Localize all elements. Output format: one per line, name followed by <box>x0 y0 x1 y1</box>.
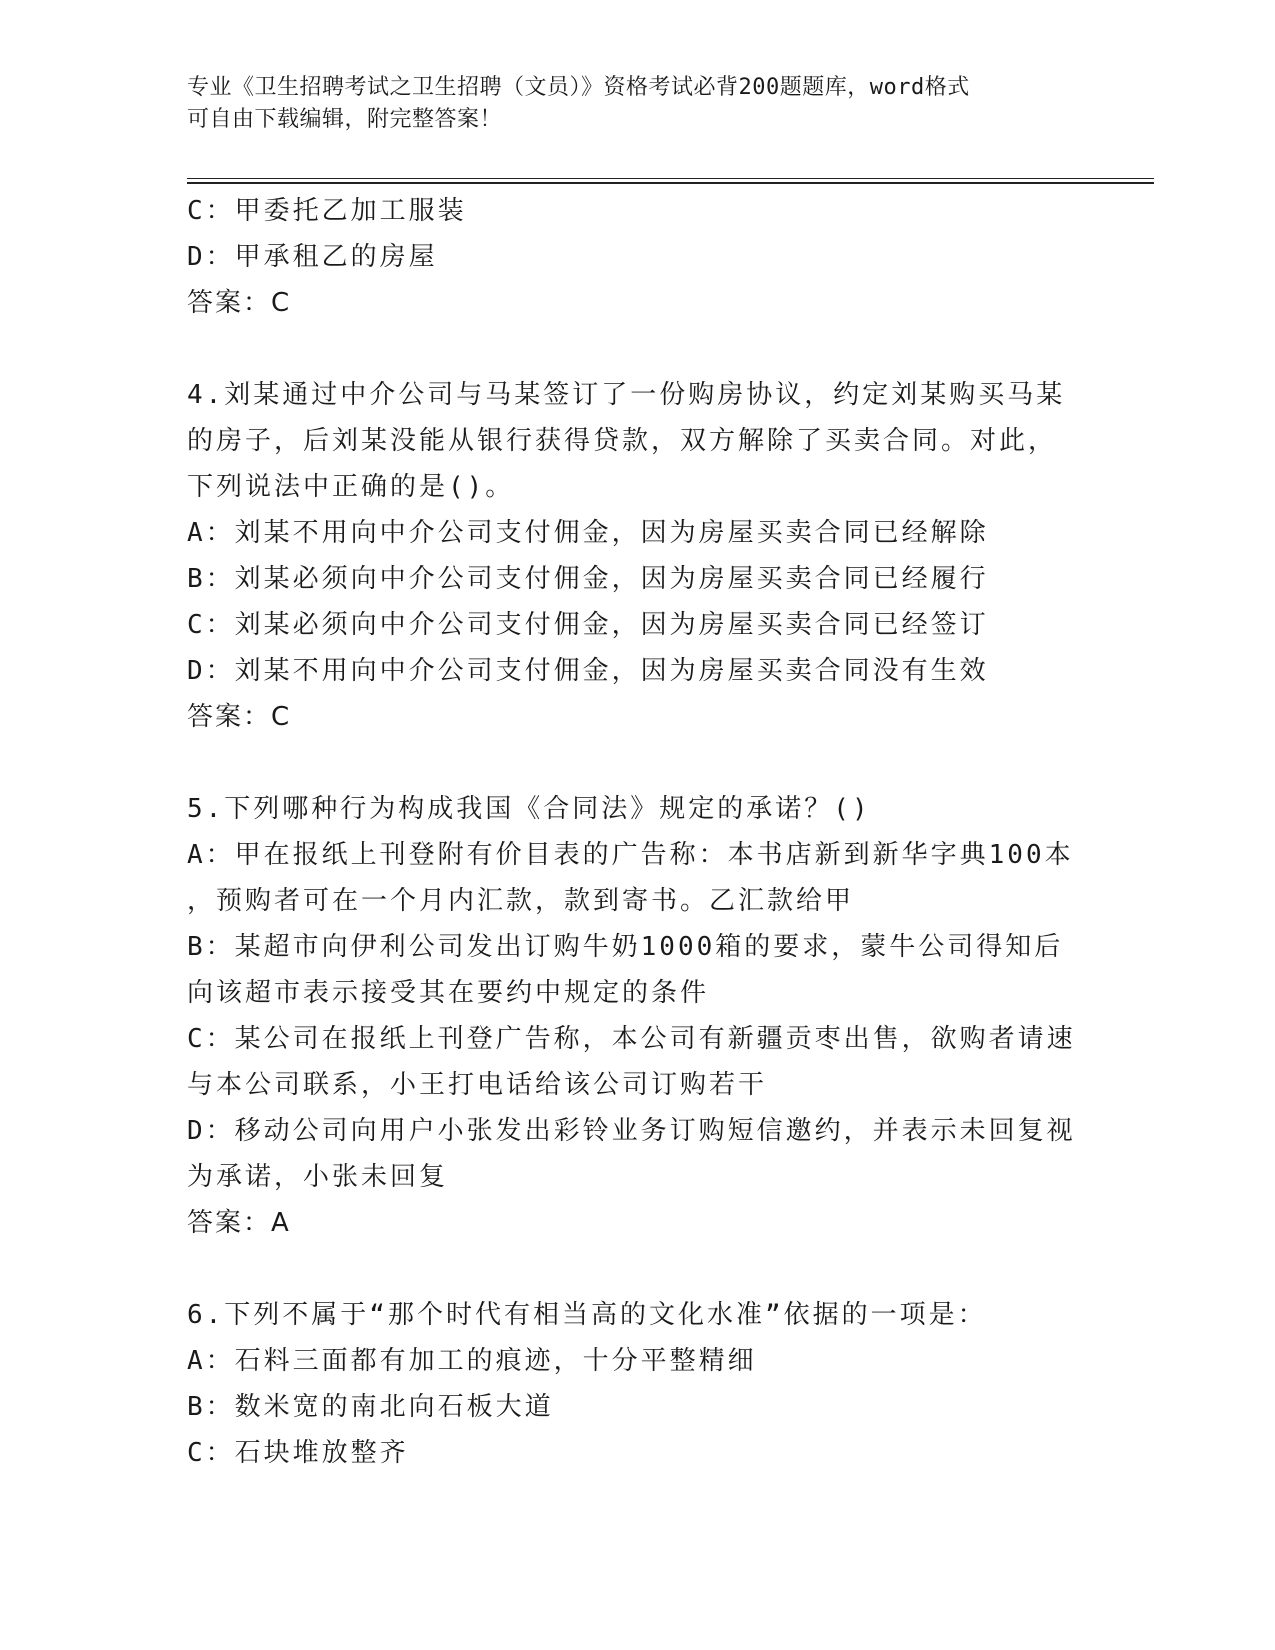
spacer <box>187 740 1087 786</box>
question-list <box>187 188 1087 1476</box>
option-a: A：石料三面都有加工的痕迹，十分平整精细 <box>187 1346 757 1376</box>
option-c-continued: 与本公司联系，小王打电话给该公司订购若干 <box>187 1070 768 1100</box>
answer-line: 答案：C <box>187 702 292 732</box>
option-b-continued: 向该超市表示接受其在要约中规定的条件 <box>187 978 710 1008</box>
header-title-line-2: 可自由下载编辑，附完整答案！ <box>187 107 503 132</box>
spacer <box>187 1246 1087 1292</box>
option-d: D：刘某不用向中介公司支付佣金，因为房屋买卖合同没有生效 <box>187 656 989 686</box>
option-d: D：移动公司向用户小张发出彩铃业务订购短信邀约，并表示未回复视 <box>187 1116 1076 1146</box>
question-stem-line: 4.刘某通过中介公司与马某签订了一份购房协议，约定刘某购买马某 <box>187 380 1066 410</box>
option-a: A：甲在报纸上刊登附有价目表的广告称：本书店新到新华字典100本 <box>187 840 1074 870</box>
option-b: B：某超市向伊利公司发出订购牛奶1000箱的要求，蒙牛公司得知后 <box>187 932 1064 962</box>
option-d-continued: 为承诺，小张未回复 <box>187 1162 449 1192</box>
option-d: D：甲承租乙的房屋 <box>187 242 438 272</box>
document-header <box>187 72 1067 136</box>
spacer <box>187 326 1087 372</box>
question-block-5 <box>187 786 1087 1246</box>
option-c: C：刘某必须向中介公司支付佣金，因为房屋买卖合同已经签订 <box>187 610 989 640</box>
answer-line: 答案：C <box>187 288 292 318</box>
option-c: C：石块堆放整齐 <box>187 1438 409 1468</box>
header-divider-thick <box>187 182 1154 184</box>
option-b: B：刘某必须向中介公司支付佣金，因为房屋买卖合同已经履行 <box>187 564 989 594</box>
answer-line: 答案：A <box>187 1208 291 1238</box>
header-title-line-1: 专业《卫生招聘考试之卫生招聘（文员）》资格考试必背200题题库，word格式 <box>187 75 970 100</box>
question-stem-line: 下列说法中正确的是()。 <box>187 472 515 502</box>
option-b: B：数米宽的南北向石板大道 <box>187 1392 554 1422</box>
option-c: C：甲委托乙加工服装 <box>187 196 467 226</box>
option-a-continued: ，预购者可在一个月内汇款，款到寄书。乙汇款给甲 <box>187 886 855 916</box>
option-c: C：某公司在报纸上刊登广告称，本公司有新疆贡枣出售，欲购者请速 <box>187 1024 1076 1054</box>
option-a: A：刘某不用向中介公司支付佣金，因为房屋买卖合同已经解除 <box>187 518 989 548</box>
question-stem-line: 6.下列不属于“那个时代有相当高的文化水准”依据的一项是： <box>187 1300 987 1330</box>
question-stem-line: 的房子，后刘某没能从银行获得贷款，双方解除了买卖合同。对此， <box>187 426 1058 456</box>
question-block-6 <box>187 1292 1087 1476</box>
question-block-4 <box>187 372 1087 740</box>
question-block-3 <box>187 188 1087 326</box>
header-divider-thin <box>187 178 1154 179</box>
question-stem-line: 5.下列哪种行为构成我国《合同法》规定的承诺？() <box>187 794 871 824</box>
